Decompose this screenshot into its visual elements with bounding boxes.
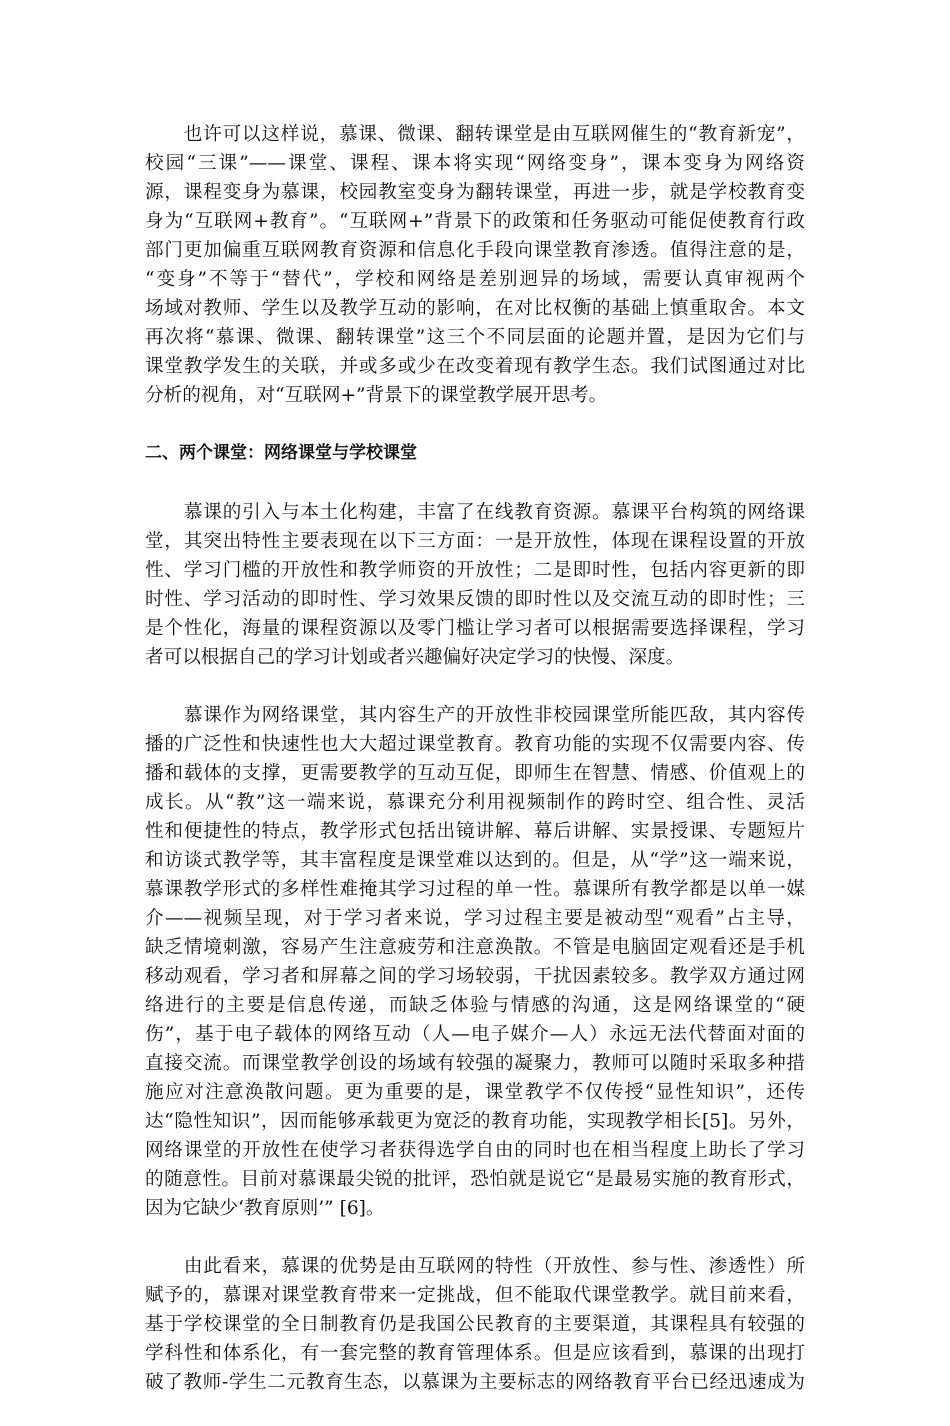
text-line: 部门更加偏重互联网教育资源和信息化手段向课堂教育渗透。值得注意的是， [145, 240, 805, 261]
text-line: 因为它缺少‘教育原则’” [6]。 [145, 1198, 385, 1219]
text-line: 的随意性。目前对慕课最尖锐的批评，恐怕就是说它“是最易实施的教育形式， [145, 1169, 805, 1190]
text-line: 性和便捷性的特点，教学形式包括出镜讲解、幕后讲解、实景授课、专题短片 [145, 821, 805, 842]
text-line: 络进行的主要是信息传递，而缺乏体验与情感的沟通，这是网络课堂的“硬 [145, 995, 805, 1016]
section-heading: 二、两个课堂：网络课堂与学校课堂 [145, 443, 417, 463]
text-line: “变身”不等于“替代”，学校和网络是差别迥异的场域，需要认真审视两个 [145, 269, 805, 290]
text-line: 时性、学习活动的即时性、学习效果反馈的即时性以及交流互动的即时性；三 [145, 589, 805, 610]
text-line: 由此看来，慕课的优势是由互联网的特性（开放性、参与性、渗透性）所 [145, 1256, 805, 1277]
text-line: 是个性化，海量的课程资源以及零门槛让学习者可以根据需要选择课程，学习 [145, 618, 805, 639]
text-line: 校园“三课”——课堂、课程、课本将实现“网络变身”，课本变身为网络资 [145, 153, 805, 174]
text-line: 慕课教学形式的多样性难掩其学习过程的单一性。慕课所有教学都是以单一媒 [145, 879, 805, 900]
document-body [145, 120, 805, 1426]
text-line: 源，课程变身为慕课，校园教室变身为翻转课堂，再进一步，就是学校教育变 [145, 182, 805, 203]
text-line: 学科性和体系化，有一套完整的教育管理体系。但是应该看到，慕课的出现打 [145, 1343, 805, 1364]
text-line: 基于学校课堂的全日制教育仍是我国公民教育的主要渠道，其课程具有较强的 [145, 1314, 805, 1335]
text-line: 再次将“慕课、微课、翻转课堂”这三个不同层面的论题并置，是因为它们与 [145, 327, 805, 348]
text-line: 场域对教师、学生以及教学互动的影响，在对比权衡的基础上慎重取舍。本文 [145, 298, 805, 319]
text-line: 堂，其突出特性主要表现在以下三方面：一是开放性，体现在课程设置的开放 [145, 531, 805, 552]
text-line: 赋予的，慕课对课堂教育带来一定挑战，但不能取代课堂教学。就目前来看， [145, 1285, 805, 1306]
text-line: 播和载体的支撑，更需要教学的互动互促，即师生在智慧、情感、价值观上的 [145, 763, 805, 784]
text-line: 成长。从“教”这一端来说，慕课充分利用视频制作的跨时空、组合性、灵活 [145, 792, 805, 813]
text-line: 分析的视角，对“互联网+”背景下的课堂教学展开思考。 [145, 385, 608, 406]
text-line: 性、学习门槛的开放性和教学师资的开放性；二是即时性，包括内容更新的即 [145, 560, 805, 581]
text-line: 介——视频呈现，对于学习者来说，学习过程主要是被动型“观看”占主导， [145, 908, 805, 929]
text-line: 直接交流。而课堂教学创设的场域有较强的凝聚力，教师可以随时采取多种措 [145, 1053, 805, 1074]
text-line: 和访谈式教学等，其丰富程度是课堂难以达到的。但是，从“学”这一端来说， [145, 850, 805, 871]
paragraph-conclusion [145, 1252, 805, 1397]
paragraph-mooc-features [145, 498, 805, 672]
paragraph-mooc-vs-classroom [145, 701, 805, 1223]
text-line: 播的广泛性和快速性也大大超过课堂教育。教育功能的实现不仅需要内容、传 [145, 734, 805, 755]
text-line: 破了教师-学生二元教育生态，以慕课为主要标志的网络教育平台已经迅速成为 [145, 1372, 805, 1393]
text-line: 网络课堂的开放性在使学习者获得选学自由的同时也在相当程度上助长了学习 [145, 1140, 805, 1161]
text-line: 施应对注意涣散问题。更为重要的是，课堂教学不仅传授“显性知识”，还传 [145, 1082, 805, 1103]
text-line: 也许可以这样说，慕课、微课、翻转课堂是由互联网催生的“教育新宠”， [145, 124, 805, 145]
text-line: 者可以根据自己的学习计划或者兴趣偏好决定学习的快慢、深度。 [145, 647, 685, 668]
text-line: 慕课作为网络课堂，其内容生产的开放性非校园课堂所能匹敌，其内容传 [145, 705, 805, 726]
text-line: 课堂教学发生的关联，并或多或少在改变着现有教学生态。我们试图通过对比 [145, 356, 805, 377]
text-line: 伤”，基于电子载体的网络互动（人—电子媒介—人）永远无法代替面对面的 [145, 1024, 805, 1045]
paragraph-intro [145, 120, 805, 410]
text-line: 缺乏情境刺激，容易产生注意疲劳和注意涣散。不管是电脑固定观看还是手机 [145, 937, 805, 958]
text-line: 移动观看，学习者和屏幕之间的学习场较弱，干扰因素较多。教学双方通过网 [145, 966, 805, 987]
text-line: 身为“互联网+教育”。“互联网+”背景下的政策和任务驱动可能促使教育行政 [145, 211, 805, 232]
text-line: 达“隐性知识”，因而能够承载更为宽泛的教育功能，实现教学相长[5]。另外， [145, 1111, 805, 1132]
text-line: 慕课的引入与本土化构建，丰富了在线教育资源。慕课平台构筑的网络课 [145, 502, 805, 523]
